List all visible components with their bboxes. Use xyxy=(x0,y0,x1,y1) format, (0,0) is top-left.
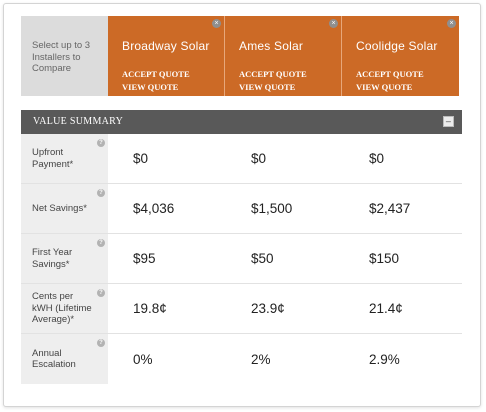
installer-column-broadway xyxy=(108,16,225,96)
installer-column-coolidge xyxy=(342,16,459,96)
table-row xyxy=(21,134,462,184)
accept-quote-link[interactable]: ACCEPT QUOTE xyxy=(239,69,307,79)
value-cell: $4,036 xyxy=(133,201,175,216)
value-cell: 2% xyxy=(251,351,271,367)
value-cell: 21.4¢ xyxy=(369,301,403,316)
view-quote-link[interactable]: VIEW QUOTE xyxy=(356,82,413,92)
value-cell: 23.9¢ xyxy=(251,301,285,316)
value-cell: $50 xyxy=(251,251,274,266)
value-cell: $0 xyxy=(251,151,267,166)
table-row xyxy=(21,234,462,284)
row-label xyxy=(21,334,108,384)
close-icon[interactable]: × xyxy=(212,19,221,28)
help-icon[interactable]: ? xyxy=(97,289,105,297)
help-icon[interactable]: ? xyxy=(97,139,105,147)
compare-hint: Select up to 3 Installers to Compare xyxy=(21,16,108,96)
accept-quote-link[interactable]: ACCEPT QUOTE xyxy=(356,69,424,79)
close-icon[interactable]: × xyxy=(329,19,338,28)
value-summary-header[interactable] xyxy=(21,110,462,134)
accept-quote-link[interactable]: ACCEPT QUOTE xyxy=(122,69,190,79)
installer-header-row xyxy=(21,16,462,96)
row-label xyxy=(21,184,108,233)
row-label-text: Annual Escalation xyxy=(32,347,76,370)
value-cell: $2,437 xyxy=(369,201,411,216)
value-cell: $1,500 xyxy=(251,201,293,216)
value-cell: $150 xyxy=(369,251,400,266)
value-cell: $95 xyxy=(133,251,156,266)
help-icon[interactable]: ? xyxy=(97,339,105,347)
help-icon[interactable]: ? xyxy=(97,189,105,197)
help-icon[interactable]: ? xyxy=(97,239,105,247)
row-label xyxy=(21,284,108,333)
row-label xyxy=(21,234,108,283)
view-quote-link[interactable]: VIEW QUOTE xyxy=(239,82,296,92)
value-cell: 0% xyxy=(133,351,153,367)
installer-name: Coolidge Solar xyxy=(356,39,438,53)
row-label-text: First Year Savings* xyxy=(32,247,73,270)
table-row xyxy=(21,284,462,334)
view-quote-link[interactable]: VIEW QUOTE xyxy=(122,82,179,92)
row-label-text: Net Savings* xyxy=(32,202,87,214)
section-title: VALUE SUMMARY xyxy=(33,116,124,127)
table-row xyxy=(21,334,462,384)
close-icon[interactable]: × xyxy=(447,19,456,28)
value-cell: $0 xyxy=(133,151,149,166)
table-row xyxy=(21,184,462,234)
row-label-text: Cents per kWH (Lifetime Average)* xyxy=(32,291,92,326)
installer-column-ames xyxy=(225,16,342,96)
value-cell: 19.8¢ xyxy=(133,301,167,316)
installer-name: Broadway Solar xyxy=(122,39,210,53)
installer-name: Ames Solar xyxy=(239,39,304,53)
collapse-icon[interactable]: – xyxy=(443,116,454,127)
row-label-text: Upfront Payment* xyxy=(32,147,74,170)
value-summary-table xyxy=(21,134,462,384)
value-cell: 2.9% xyxy=(369,351,400,367)
value-cell: $0 xyxy=(369,151,385,166)
row-label xyxy=(21,134,108,183)
